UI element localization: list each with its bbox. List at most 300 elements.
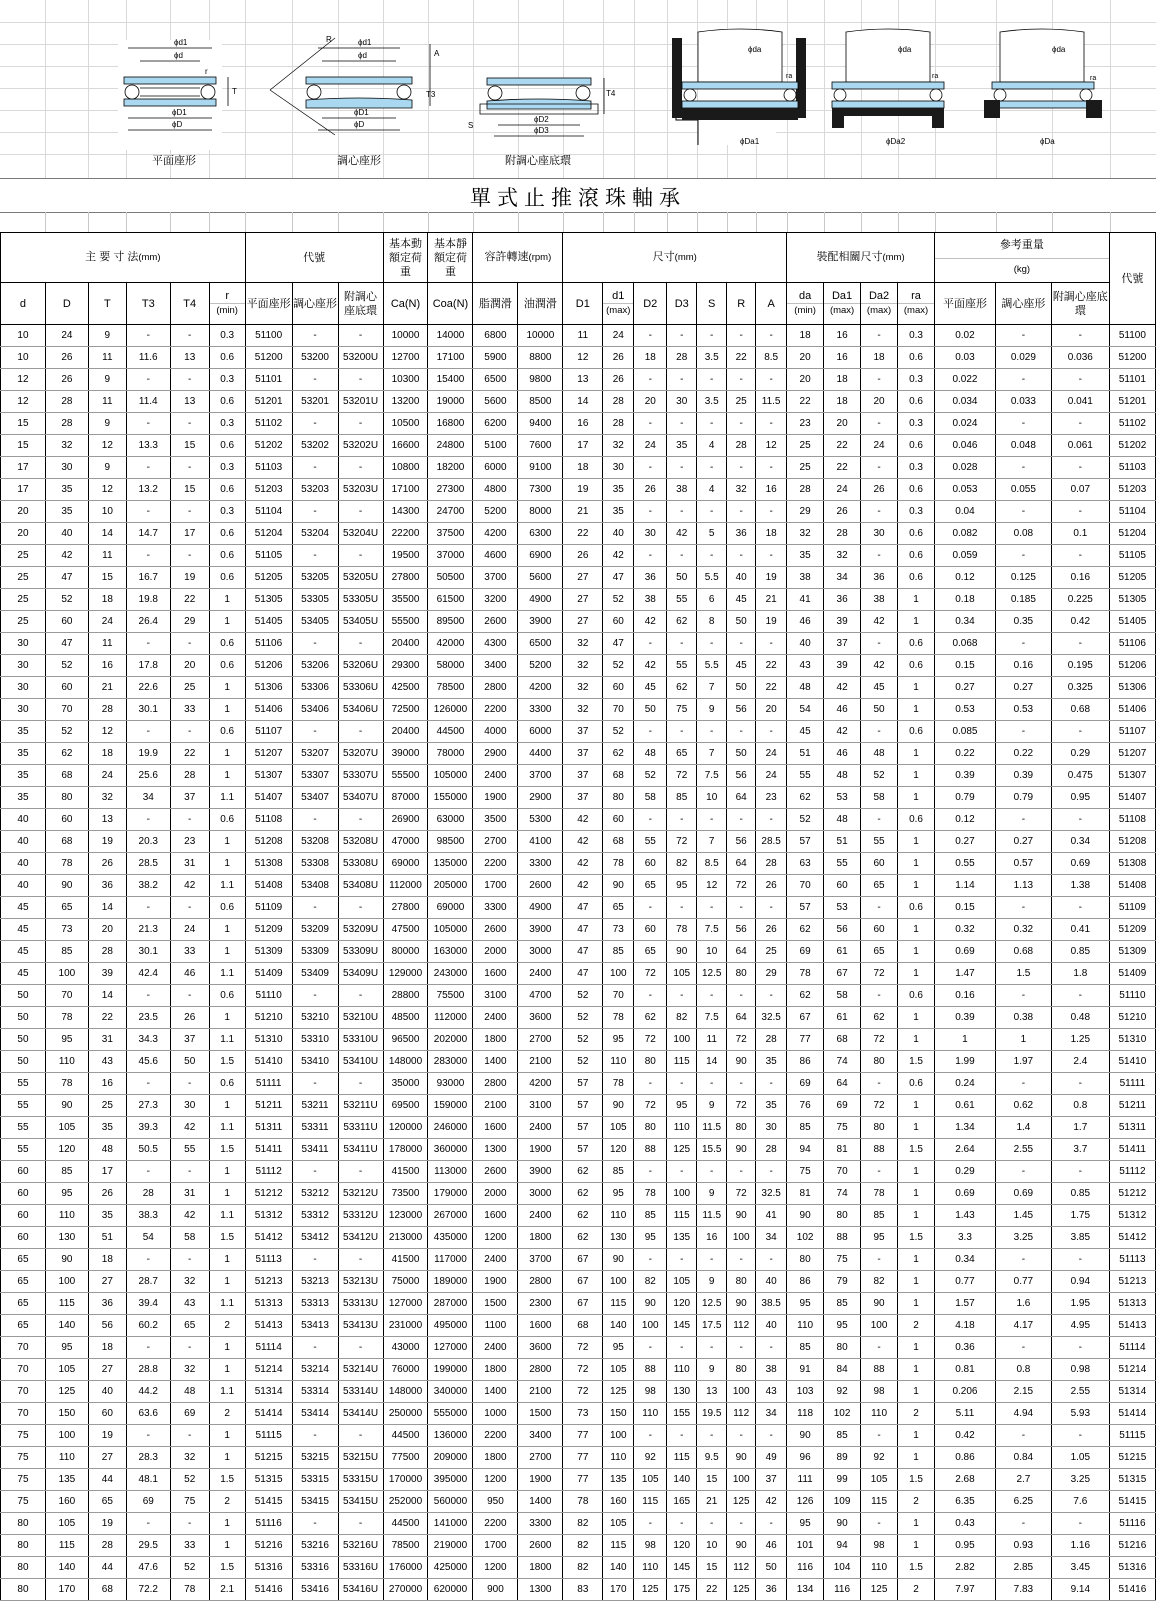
table-cell: 36: [824, 589, 861, 611]
table-cell: 60: [45, 611, 88, 633]
table-cell: 81: [824, 1139, 861, 1161]
table-cell: 53313: [292, 1293, 338, 1315]
table-cell: 48: [88, 1139, 126, 1161]
table-cell: 110: [603, 1447, 634, 1469]
table-cell: 2000: [473, 1183, 518, 1205]
table-cell: -: [170, 325, 209, 347]
table-cell: 72: [667, 765, 697, 787]
table-cell: 53407U: [338, 787, 383, 809]
table-cell: 13: [88, 809, 126, 831]
table-cell: 2600: [518, 875, 563, 897]
label-d: ϕd: [358, 51, 367, 60]
table-cell: 125: [727, 1491, 756, 1513]
table-cell: 65: [1, 1315, 46, 1337]
table-cell: 55: [824, 853, 861, 875]
table-cell: 2800: [518, 1359, 563, 1381]
table-cell: 70: [603, 699, 634, 721]
table-cell: 53314U: [338, 1381, 383, 1403]
table-cell: 0.39: [935, 1007, 996, 1029]
table-cell: -: [338, 413, 383, 435]
table-cell: 0.04: [935, 501, 996, 523]
table-cell: 1: [898, 787, 935, 809]
table-cell: 70: [45, 699, 88, 721]
table-cell: -: [697, 897, 727, 919]
table-cell: 4100: [518, 831, 563, 853]
mounting-diagram-2: [832, 29, 944, 146]
table-cell: -: [697, 1337, 727, 1359]
table-cell: 62: [667, 677, 697, 699]
table-cell: -: [292, 721, 338, 743]
table-cell: 0.43: [935, 1513, 996, 1535]
table-cell: -: [338, 1073, 383, 1095]
table-cell: 0.32: [995, 919, 1051, 941]
table-cell: 53206U: [338, 655, 383, 677]
table-cell: 53211U: [338, 1095, 383, 1117]
table-cell: 141000: [428, 1513, 473, 1535]
table-cell: 150: [603, 1403, 634, 1425]
table-cell: 1: [898, 875, 935, 897]
table-cell: 63000: [428, 809, 473, 831]
table-cell: 51205: [1109, 567, 1155, 589]
table-cell: 0.3: [209, 413, 245, 435]
table-cell: 51407: [1109, 787, 1155, 809]
table-cell: -: [756, 1425, 787, 1447]
table-cell: 8800: [518, 347, 563, 369]
table-cell: 3300: [518, 853, 563, 875]
table-cell: 16: [563, 413, 603, 435]
table-cell: -: [170, 1513, 209, 1535]
table-cell: 0.81: [935, 1359, 996, 1381]
col-Coa: Coa(N): [428, 283, 473, 325]
table-cell: 0.34: [1051, 831, 1109, 853]
table-cell: 0.3: [209, 369, 245, 391]
table-cell: 1: [209, 1447, 245, 1469]
table-cell: 52: [603, 721, 634, 743]
table-cell: 0.98: [1051, 1359, 1109, 1381]
table-cell: 80: [861, 1117, 898, 1139]
table-cell: 219000: [428, 1535, 473, 1557]
table-cell: 1.14: [935, 875, 996, 897]
table-cell: 51109: [1109, 897, 1155, 919]
table-cell: 51406: [1109, 699, 1155, 721]
table-cell: 360000: [428, 1139, 473, 1161]
label-da: ϕda: [898, 45, 912, 54]
label-d1: ϕd1: [174, 38, 188, 47]
table-cell: -: [170, 897, 209, 919]
table-cell: 2200: [473, 699, 518, 721]
table-cell: -: [727, 1513, 756, 1535]
table-cell: 1.13: [995, 875, 1051, 897]
table-cell: -: [727, 1161, 756, 1183]
table-cell: -: [634, 985, 667, 1007]
table-cell: 51211: [1109, 1095, 1155, 1117]
table-cell: 9: [697, 1095, 727, 1117]
table-cell: 53305: [292, 589, 338, 611]
table-row: [1, 545, 1156, 567]
table-cell: 51104: [1109, 501, 1155, 523]
table-cell: 2400: [518, 1117, 563, 1139]
table-cell: 82: [563, 1513, 603, 1535]
table-cell: 1.38: [1051, 875, 1109, 897]
table-cell: 96: [787, 1447, 824, 1469]
table-cell: 53215: [292, 1447, 338, 1469]
table-cell: 51106: [245, 633, 292, 655]
table-cell: 68: [563, 1315, 603, 1337]
table-cell: 32: [170, 1447, 209, 1469]
table-cell: 3900: [518, 919, 563, 941]
table-cell: 42: [756, 1491, 787, 1513]
table-cell: 52: [45, 655, 88, 677]
table-cell: 1500: [473, 1293, 518, 1315]
table-cell: 0.046: [935, 435, 996, 457]
table-cell: 112: [727, 1557, 756, 1579]
table-cell: 105: [45, 1117, 88, 1139]
table-cell: 425000: [428, 1557, 473, 1579]
table-cell: 50: [634, 699, 667, 721]
table-cell: -: [292, 1513, 338, 1535]
table-cell: 202000: [428, 1029, 473, 1051]
table-cell: 70: [1, 1359, 46, 1381]
table-cell: 110: [861, 1557, 898, 1579]
table-cell: 12.5: [697, 1293, 727, 1315]
table-cell: 21: [88, 677, 126, 699]
table-cell: 1: [209, 699, 245, 721]
table-cell: 1: [898, 699, 935, 721]
table-cell: 105000: [428, 765, 473, 787]
table-cell: -: [995, 1425, 1051, 1447]
table-cell: -: [756, 721, 787, 743]
table-cell: 51411: [245, 1139, 292, 1161]
table-cell: 20: [1, 523, 46, 545]
table-cell: 51214: [1109, 1359, 1155, 1381]
table-cell: 11.4: [126, 391, 170, 413]
table-cell: 125: [603, 1381, 634, 1403]
table-row: [1, 743, 1156, 765]
table-cell: -: [338, 325, 383, 347]
table-cell: 127000: [383, 1293, 428, 1315]
table-cell: 51215: [1109, 1447, 1155, 1469]
table-cell: -: [292, 457, 338, 479]
table-cell: 77: [563, 1447, 603, 1469]
table-cell: -: [995, 1073, 1051, 1095]
table-cell: 17: [1, 479, 46, 501]
table-cell: 123000: [383, 1205, 428, 1227]
table-cell: 20.3: [126, 831, 170, 853]
table-cell: -: [667, 1161, 697, 1183]
table-cell: 43: [88, 1051, 126, 1073]
table-cell: 28: [126, 1183, 170, 1205]
table-cell: -: [667, 325, 697, 347]
table-cell: 55: [634, 831, 667, 853]
table-row: [1, 391, 1156, 413]
table-cell: 14: [563, 391, 603, 413]
table-cell: 32.5: [756, 1007, 787, 1029]
table-cell: 30: [1, 699, 46, 721]
table-cell: -: [338, 1337, 383, 1359]
table-cell: -: [338, 457, 383, 479]
table-cell: 5600: [518, 567, 563, 589]
table-cell: 26: [88, 1183, 126, 1205]
table-cell: 17100: [383, 479, 428, 501]
table-cell: 35: [756, 1095, 787, 1117]
table-cell: 38: [634, 589, 667, 611]
table-cell: 64: [727, 941, 756, 963]
table-cell: 22: [824, 435, 861, 457]
table-cell: 11.6: [126, 347, 170, 369]
table-cell: 85: [603, 1161, 634, 1183]
table-cell: 51113: [1109, 1249, 1155, 1271]
header-basic-static: 基本靜額定荷重: [428, 233, 473, 283]
table-cell: 53209U: [338, 919, 383, 941]
table-cell: 51107: [245, 721, 292, 743]
table-cell: 56: [727, 765, 756, 787]
table-cell: 24: [170, 919, 209, 941]
table-cell: 53408: [292, 875, 338, 897]
table-cell: 48: [787, 677, 824, 699]
table-cell: 115: [667, 1447, 697, 1469]
table-cell: -: [697, 413, 727, 435]
table-cell: 25: [787, 457, 824, 479]
table-cell: 1: [209, 1095, 245, 1117]
table-cell: -: [292, 1337, 338, 1359]
table-cell: 42: [634, 655, 667, 677]
table-cell: 53211: [292, 1095, 338, 1117]
table-cell: 37: [824, 633, 861, 655]
table-cell: 19.5: [697, 1403, 727, 1425]
table-cell: -: [756, 897, 787, 919]
table-cell: 2.7: [995, 1469, 1051, 1491]
table-cell: 38.5: [756, 1293, 787, 1315]
table-cell: 2800: [473, 1073, 518, 1095]
table-cell: 51214: [245, 1359, 292, 1381]
table-cell: 0.029: [995, 347, 1051, 369]
table-cell: 51307: [1109, 765, 1155, 787]
table-cell: 27: [88, 1271, 126, 1293]
table-cell: 64: [824, 1073, 861, 1095]
table-row: [1, 809, 1156, 831]
table-cell: 3.7: [1051, 1139, 1109, 1161]
table-cell: 3200: [473, 589, 518, 611]
table-cell: 9: [697, 1183, 727, 1205]
table-cell: 51101: [1109, 369, 1155, 391]
table-cell: 1.99: [935, 1051, 996, 1073]
table-cell: 5.5: [697, 655, 727, 677]
table-cell: 105: [667, 1271, 697, 1293]
table-cell: -: [756, 501, 787, 523]
table-cell: 65: [861, 875, 898, 897]
table-cell: 3500: [473, 809, 518, 831]
table-cell: 7.6: [1051, 1491, 1109, 1513]
table-cell: 115: [667, 1205, 697, 1227]
table-cell: -: [126, 1161, 170, 1183]
table-cell: 51407: [245, 787, 292, 809]
table-cell: 18: [824, 391, 861, 413]
table-cell: 51415: [245, 1491, 292, 1513]
table-cell: 44.2: [126, 1381, 170, 1403]
table-cell: 65: [45, 897, 88, 919]
label-ra: ra: [786, 73, 793, 80]
table-cell: 28.5: [126, 853, 170, 875]
table-cell: 1400: [518, 1491, 563, 1513]
table-cell: 77500: [383, 1447, 428, 1469]
table-cell: 9800: [518, 369, 563, 391]
table-cell: 0.325: [1051, 677, 1109, 699]
table-cell: 10000: [383, 325, 428, 347]
table-cell: 20: [861, 391, 898, 413]
table-cell: 1.5: [898, 1557, 935, 1579]
table-cell: 0.95: [935, 1535, 996, 1557]
table-cell: -: [756, 1073, 787, 1095]
table-cell: 78: [563, 1491, 603, 1513]
table-cell: 46: [824, 699, 861, 721]
table-cell: 40: [603, 523, 634, 545]
table-cell: 12.5: [697, 963, 727, 985]
table-cell: 68: [45, 765, 88, 787]
table-cell: 51412: [1109, 1227, 1155, 1249]
table-cell: 7.97: [935, 1579, 996, 1601]
table-cell: 0.27: [995, 677, 1051, 699]
table-row: [1, 1095, 1156, 1117]
table-cell: 135: [45, 1469, 88, 1491]
table-cell: 140: [603, 1557, 634, 1579]
table-cell: 1.5: [209, 1051, 245, 1073]
table-cell: 67: [563, 1249, 603, 1271]
label-da: ϕda: [748, 45, 762, 54]
table-cell: 18: [634, 347, 667, 369]
table-cell: 1.16: [1051, 1535, 1109, 1557]
table-cell: 51: [824, 831, 861, 853]
table-cell: 4: [697, 479, 727, 501]
table-cell: 52: [634, 765, 667, 787]
table-cell: 105: [45, 1359, 88, 1381]
label-Da2: ϕDa2: [886, 137, 906, 146]
table-cell: 7.83: [995, 1579, 1051, 1601]
table-cell: 1: [898, 1513, 935, 1535]
table-cell: -: [126, 325, 170, 347]
table-cell: -: [292, 1073, 338, 1095]
table-cell: 60: [634, 919, 667, 941]
table-cell: 53308U: [338, 853, 383, 875]
table-cell: 115: [45, 1293, 88, 1315]
table-cell: 12: [1, 369, 46, 391]
table-cell: 37: [170, 787, 209, 809]
col-d: d: [1, 283, 46, 325]
table-cell: 28: [756, 1029, 787, 1051]
table-cell: 150: [45, 1403, 88, 1425]
table-cell: -: [634, 1337, 667, 1359]
table-cell: 52: [603, 655, 634, 677]
table-cell: 1: [209, 919, 245, 941]
table-cell: 14000: [428, 325, 473, 347]
table-cell: -: [756, 325, 787, 347]
table-cell: 25: [170, 677, 209, 699]
table-cell: 47: [563, 941, 603, 963]
table-cell: 32: [563, 655, 603, 677]
table-cell: 6900: [518, 545, 563, 567]
table-cell: 51416: [245, 1579, 292, 1601]
table-cell: 9: [88, 413, 126, 435]
table-cell: 0.53: [995, 699, 1051, 721]
table-cell: 53411U: [338, 1139, 383, 1161]
table-cell: 75: [1, 1425, 46, 1447]
table-cell: 9: [88, 325, 126, 347]
table-cell: 53411: [292, 1139, 338, 1161]
table-cell: 112: [727, 1315, 756, 1337]
table-cell: 80: [727, 1359, 756, 1381]
table-cell: 44: [88, 1557, 126, 1579]
table-cell: 15: [697, 1557, 727, 1579]
table-cell: 0.24: [935, 1073, 996, 1095]
table-cell: 53: [824, 897, 861, 919]
table-cell: 28: [88, 941, 126, 963]
table-cell: 22200: [383, 523, 428, 545]
table-cell: 18: [88, 743, 126, 765]
table-cell: 0.35: [995, 611, 1051, 633]
table-cell: -: [1051, 325, 1109, 347]
table-cell: 28.7: [126, 1271, 170, 1293]
table-cell: 3600: [518, 1007, 563, 1029]
table-cell: 0.6: [898, 523, 935, 545]
table-cell: -: [756, 369, 787, 391]
table-cell: 74: [824, 1183, 861, 1205]
table-cell: 3.85: [1051, 1227, 1109, 1249]
table-cell: 16.7: [126, 567, 170, 589]
table-cell: 1.5: [898, 1139, 935, 1161]
table-cell: 32: [170, 1271, 209, 1293]
table-cell: 1800: [473, 1029, 518, 1051]
table-cell: 30: [667, 391, 697, 413]
table-cell: 3400: [473, 655, 518, 677]
table-cell: 120000: [383, 1117, 428, 1139]
table-cell: 100: [45, 1425, 88, 1447]
table-cell: 14300: [383, 501, 428, 523]
table-cell: 0.6: [209, 479, 245, 501]
table-cell: 53216: [292, 1535, 338, 1557]
table-cell: -: [995, 457, 1051, 479]
table-cell: -: [338, 897, 383, 919]
table-cell: 91: [787, 1359, 824, 1381]
col-D1: D1: [563, 283, 603, 325]
table-cell: 63.6: [126, 1403, 170, 1425]
table-cell: 51113: [245, 1249, 292, 1271]
table-cell: 115: [634, 1491, 667, 1513]
table-cell: 57: [787, 897, 824, 919]
table-cell: 65: [634, 875, 667, 897]
table-cell: 53306: [292, 677, 338, 699]
table-cell: 86: [787, 1271, 824, 1293]
table-cell: -: [634, 1425, 667, 1447]
table-cell: 53312U: [338, 1205, 383, 1227]
table-cell: 53315U: [338, 1469, 383, 1491]
label-T4: T4: [606, 89, 616, 98]
table-cell: 27800: [383, 567, 428, 589]
table-cell: 2600: [473, 1161, 518, 1183]
table-cell: 44500: [383, 1425, 428, 1447]
table-cell: -: [292, 1161, 338, 1183]
table-cell: 57: [563, 1073, 603, 1095]
table-cell: 46: [787, 611, 824, 633]
table-row: [1, 589, 1156, 611]
table-cell: 36: [88, 875, 126, 897]
table-cell: 287000: [428, 1293, 473, 1315]
table-cell: 51412: [245, 1227, 292, 1249]
table-cell: 50: [1, 985, 46, 1007]
table-cell: -: [861, 1073, 898, 1095]
table-cell: 51200: [245, 347, 292, 369]
table-cell: 20: [787, 347, 824, 369]
table-cell: 2400: [473, 1007, 518, 1029]
table-cell: 51115: [245, 1425, 292, 1447]
